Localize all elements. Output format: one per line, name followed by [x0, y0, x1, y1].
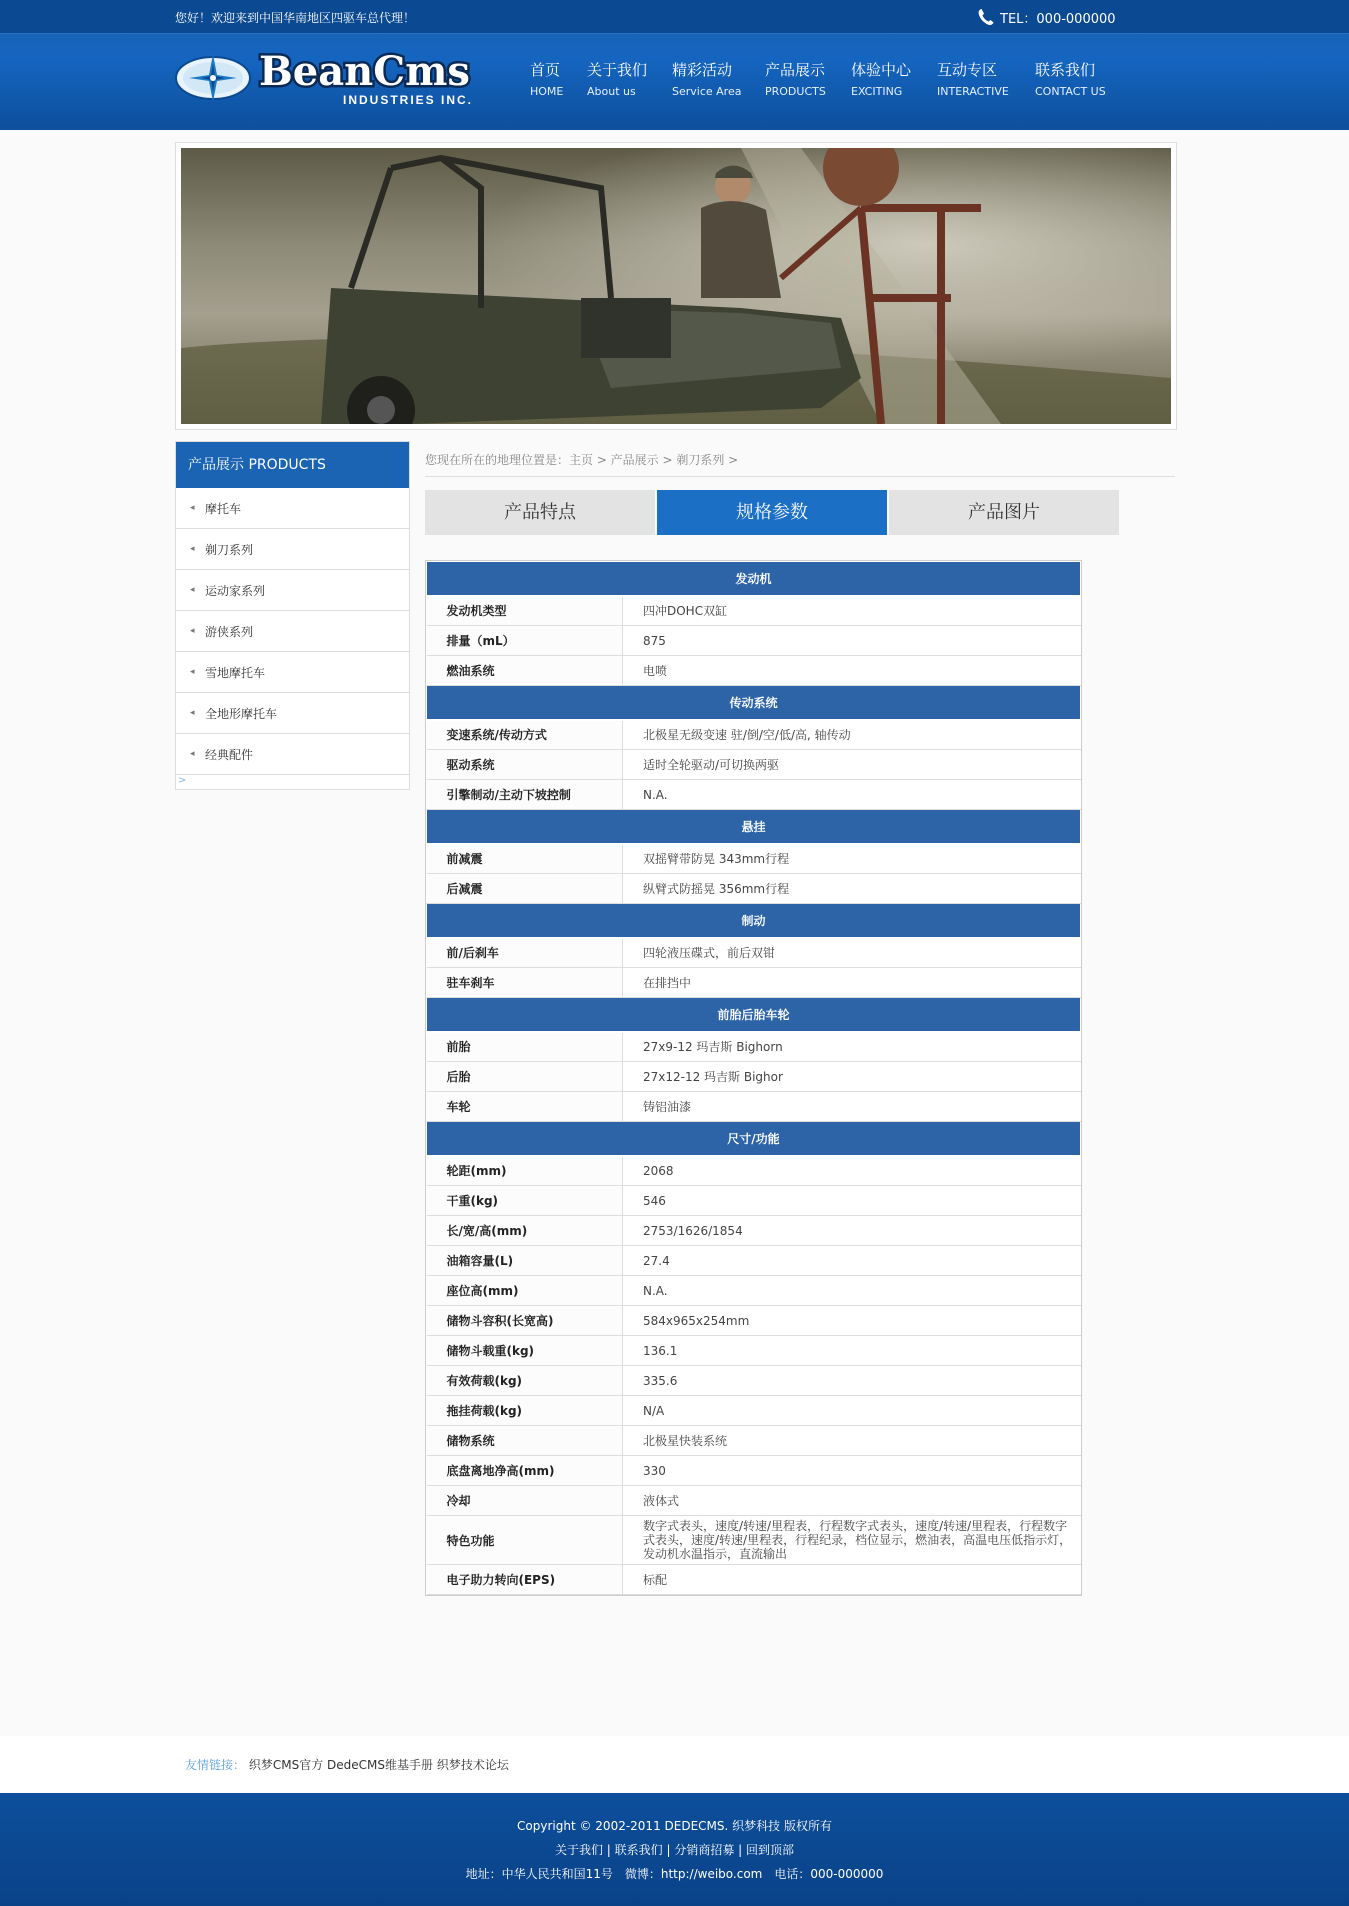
spec-row	[427, 1032, 1081, 1062]
spec-value: 电喷	[623, 656, 1081, 686]
nav-experience-label: 体验中心	[851, 61, 912, 79]
bullet-icon: ◂	[190, 749, 195, 759]
bullet-icon: ◂	[190, 626, 195, 636]
spec-section-title: 制动	[427, 904, 1081, 938]
spec-value: 875	[623, 626, 1081, 656]
spec-value: 北极星无级变速 驻/倒/空/低/高, 轴传动	[623, 720, 1081, 750]
friend-link[interactable]: 织梦CMS官方	[248, 1758, 324, 1772]
nav-interactive[interactable]	[937, 60, 1035, 100]
nav-activities[interactable]	[672, 60, 765, 100]
spec-value: 双摇臂带防晃 343mm行程	[623, 844, 1081, 874]
logo[interactable]	[175, 38, 505, 114]
spec-row	[427, 1516, 1081, 1565]
logo-brand: BeanCms	[259, 48, 470, 95]
spec-key: 拖挂荷载(kg)	[427, 1396, 623, 1426]
spec-key: 后减震	[427, 874, 623, 904]
spec-row	[427, 874, 1081, 904]
spec-key: 前/后刹车	[427, 938, 623, 968]
nav-about-label: 关于我们	[587, 61, 648, 79]
nav-activities-en: Service Area	[672, 85, 742, 98]
spec-row	[427, 968, 1081, 998]
spec-key: 长/宽/高(mm)	[427, 1216, 623, 1246]
spec-row	[427, 1092, 1081, 1122]
spec-value: 2068	[623, 1156, 1081, 1186]
footer-link-about[interactable]: 关于我们	[554, 1843, 603, 1857]
footer-link-contact[interactable]: 联系我们	[614, 1843, 663, 1857]
spec-row	[427, 1396, 1081, 1426]
main-nav	[530, 60, 1125, 100]
banner-frame	[175, 142, 1177, 430]
spec-row	[427, 720, 1081, 750]
spec-table	[425, 560, 1082, 1596]
footer-address: 地址：中华人民共和国11号 微博：http://weibo.com 电话：000-000000	[465, 1867, 884, 1881]
spec-key: 驻车刹车	[427, 968, 623, 998]
spec-value: 数字式表头，速度/转速/里程表，行程数字式表头，速度/转速/里程表，行程数字式表头，速度/转速/里程表，行程纪录，档位显示，燃油表，高温电压低指示灯，发动机水温指示，直流输出	[623, 1516, 1081, 1565]
friend-link[interactable]: 织梦技术论坛	[436, 1758, 509, 1772]
spec-value: 27x9-12 玛吉斯 Bighorn	[623, 1032, 1081, 1062]
sidebar-item-accessories[interactable]	[176, 734, 409, 775]
spec-value: 四冲DOHC双缸	[623, 596, 1081, 626]
logo-sub: INDUSTRIES INC.	[343, 93, 474, 107]
spec-key: 底盘离地净高(mm)	[427, 1456, 623, 1486]
spec-row	[427, 750, 1081, 780]
spec-row	[427, 1486, 1081, 1516]
spec-value: N.A.	[623, 780, 1081, 810]
spec-row	[427, 1426, 1081, 1456]
spec-value: 136.1	[623, 1336, 1081, 1366]
nav-contact-label: 联系我们	[1035, 61, 1096, 79]
friend-link[interactable]: DedeCMS维基手册	[327, 1758, 434, 1772]
spec-value: 四轮液压碟式，前后双钳	[623, 938, 1081, 968]
spec-row	[427, 656, 1081, 686]
spec-section-title: 发动机	[427, 562, 1081, 596]
spec-value: 适时全轮驱动/可切换两驱	[623, 750, 1081, 780]
nav-products-en: PRODUCTS	[765, 85, 826, 98]
top-bar	[0, 0, 1349, 34]
spec-row	[427, 1276, 1081, 1306]
spec-value: N/A	[623, 1396, 1081, 1426]
nav-about-en: About us	[587, 85, 636, 98]
nav-home[interactable]	[530, 60, 587, 100]
spec-key: 储物系统	[427, 1426, 623, 1456]
spec-key: 变速系统/传动方式	[427, 720, 623, 750]
tabs	[425, 490, 1121, 535]
spec-key: 冷却	[427, 1486, 623, 1516]
tab-features[interactable]: 产品特点	[425, 490, 655, 535]
sidebar-item-label: 经典配件	[205, 747, 254, 762]
spec-section-title: 传动系统	[427, 686, 1081, 720]
spec-row	[427, 626, 1081, 656]
spec-value: 北极星快装系统	[623, 1426, 1081, 1456]
spec-section-header	[427, 998, 1081, 1032]
sidebar-item-ranger[interactable]	[176, 611, 409, 652]
spec-key: 发动机类型	[427, 596, 623, 626]
spec-row	[427, 1456, 1081, 1486]
spec-row	[427, 596, 1081, 626]
spec-section-title: 悬挂	[427, 810, 1081, 844]
nav-interactive-label: 互动专区	[937, 61, 998, 79]
spec-key: 座位高(mm)	[427, 1276, 623, 1306]
friend-links-row	[185, 1756, 509, 1773]
bullet-icon: ◂	[190, 585, 195, 595]
spec-key: 电子助力转向(EPS)	[427, 1565, 623, 1595]
spec-key: 特色功能	[427, 1516, 623, 1565]
spec-key: 车轮	[427, 1092, 623, 1122]
nav-contact[interactable]	[1035, 60, 1125, 100]
spec-value: 335.6	[623, 1366, 1081, 1396]
spec-row	[427, 780, 1081, 810]
nav-contact-en: CONTACT US	[1035, 85, 1106, 98]
spec-section-header	[427, 810, 1081, 844]
spec-key: 有效荷载(kg)	[427, 1366, 623, 1396]
spec-row	[427, 1156, 1081, 1186]
sidebar-footer: >	[178, 775, 187, 786]
spec-value: 2753/1626/1854	[623, 1216, 1081, 1246]
sidebar-item-atv[interactable]	[176, 693, 409, 734]
spec-key: 驱动系统	[427, 750, 623, 780]
tel-text: TEL：000-000000	[1000, 11, 1116, 27]
spec-value: 546	[623, 1186, 1081, 1216]
spec-key: 轮距(mm)	[427, 1156, 623, 1186]
nav-interactive-en: INTERACTIVE	[937, 85, 1009, 98]
nav-activities-label: 精彩活动	[672, 61, 733, 79]
spec-value: 27x12-12 玛吉斯 Bighor	[623, 1062, 1081, 1092]
footer-links: 关于我们 | 联系我们 | 分销商招募 | 回到顶部	[554, 1843, 795, 1857]
sidebar-item-label: 游侠系列	[205, 624, 254, 639]
spec-key: 引擎制动/主动下坡控制	[427, 780, 623, 810]
friend-links	[0, 1736, 1349, 1792]
spec-value: 330	[623, 1456, 1081, 1486]
header	[0, 0, 1349, 130]
bullet-icon: ◂	[190, 708, 195, 718]
spec-key: 燃油系统	[427, 656, 623, 686]
spec-section-header	[427, 686, 1081, 720]
spec-value: 标配	[623, 1565, 1081, 1595]
spec-row	[427, 1216, 1081, 1246]
breadcrumb[interactable]: 您现在所在的地理位置是：主页 > 产品展示 > 剃刀系列 >	[425, 451, 1175, 477]
spec-key: 排量（mL）	[427, 626, 623, 656]
sidebar-item-motorcycle[interactable]	[176, 488, 409, 529]
spec-key: 后胎	[427, 1062, 623, 1092]
sidebar-item-label: 全地形摩托车	[205, 706, 278, 721]
welcome-text: 您好！欢迎来到中国华南地区四驱车总代理！	[175, 11, 416, 25]
sidebar-item-sportsman[interactable]	[176, 570, 409, 611]
banner-image	[181, 148, 1171, 424]
spec-table-body	[427, 562, 1081, 1595]
nav-home-label: 首页	[530, 61, 561, 79]
phone-icon	[976, 7, 996, 27]
sidebar-title: 产品展示 PRODUCTS	[176, 442, 409, 488]
tab-specs[interactable]: 规格参数	[657, 490, 887, 535]
spec-row	[427, 844, 1081, 874]
footer-link-dealers[interactable]: 分销商招募	[674, 1843, 735, 1857]
spec-section-title: 尺寸/功能	[427, 1122, 1081, 1156]
spec-key: 储物斗容积(长宽高)	[427, 1306, 623, 1336]
nav-home-en: HOME	[530, 85, 564, 98]
spec-key: 前胎	[427, 1032, 623, 1062]
spec-value: 在排挡中	[623, 968, 1081, 998]
sidebar-item-razor[interactable]	[176, 529, 409, 570]
spec-value: 液体式	[623, 1486, 1081, 1516]
copyright: Copyright © 2002-2011 DEDECMS. 织梦科技 版权所有	[517, 1819, 832, 1833]
spec-row	[427, 1565, 1081, 1595]
nav-products[interactable]	[765, 60, 851, 100]
spec-key: 干重(kg)	[427, 1186, 623, 1216]
tab-images[interactable]: 产品图片	[889, 490, 1119, 535]
bullet-icon: ◂	[190, 503, 195, 513]
spec-value: 584x965x254mm	[623, 1306, 1081, 1336]
spec-value: 铸铝油漆	[623, 1092, 1081, 1122]
spec-row	[427, 1186, 1081, 1216]
spec-section-header	[427, 904, 1081, 938]
sidebar-item-label: 剃刀系列	[205, 542, 254, 557]
spec-section-header	[427, 562, 1081, 596]
bullet-icon: ◂	[190, 544, 195, 554]
nav-experience-en: EXCITING	[851, 85, 903, 98]
logo-graphic	[175, 38, 505, 114]
spec-key: 储物斗载重(kg)	[427, 1336, 623, 1366]
spec-row	[427, 1336, 1081, 1366]
spec-row	[427, 1246, 1081, 1276]
spec-value: N.A.	[623, 1276, 1081, 1306]
spec-row	[427, 1062, 1081, 1092]
footer	[0, 1793, 1349, 1906]
friend-links-label: 友情链接：	[185, 1758, 246, 1772]
sidebar-item-label: 摩托车	[205, 501, 242, 516]
spec-row	[427, 938, 1081, 968]
tel-info	[976, 7, 1116, 27]
spec-value: 纵臂式防摇晃 356mm行程	[623, 874, 1081, 904]
spec-key: 前减震	[427, 844, 623, 874]
sidebar-item-label: 运动家系列	[205, 583, 266, 598]
spec-section-title: 前胎后胎车轮	[427, 998, 1081, 1032]
bullet-icon: ◂	[190, 667, 195, 677]
spec-value: 27.4	[623, 1246, 1081, 1276]
nav-products-label: 产品展示	[765, 61, 826, 79]
spec-section-header	[427, 1122, 1081, 1156]
nav-about[interactable]	[587, 60, 672, 100]
spec-row	[427, 1306, 1081, 1336]
nav-experience[interactable]	[851, 60, 937, 100]
footer-link-top[interactable]: 回到顶部	[746, 1843, 795, 1857]
sidebar	[175, 441, 410, 790]
spec-key: 油箱容量(L)	[427, 1246, 623, 1276]
sidebar-item-snowmobile[interactable]	[176, 652, 409, 693]
spec-row	[427, 1366, 1081, 1396]
sidebar-item-label: 雪地摩托车	[205, 665, 266, 680]
